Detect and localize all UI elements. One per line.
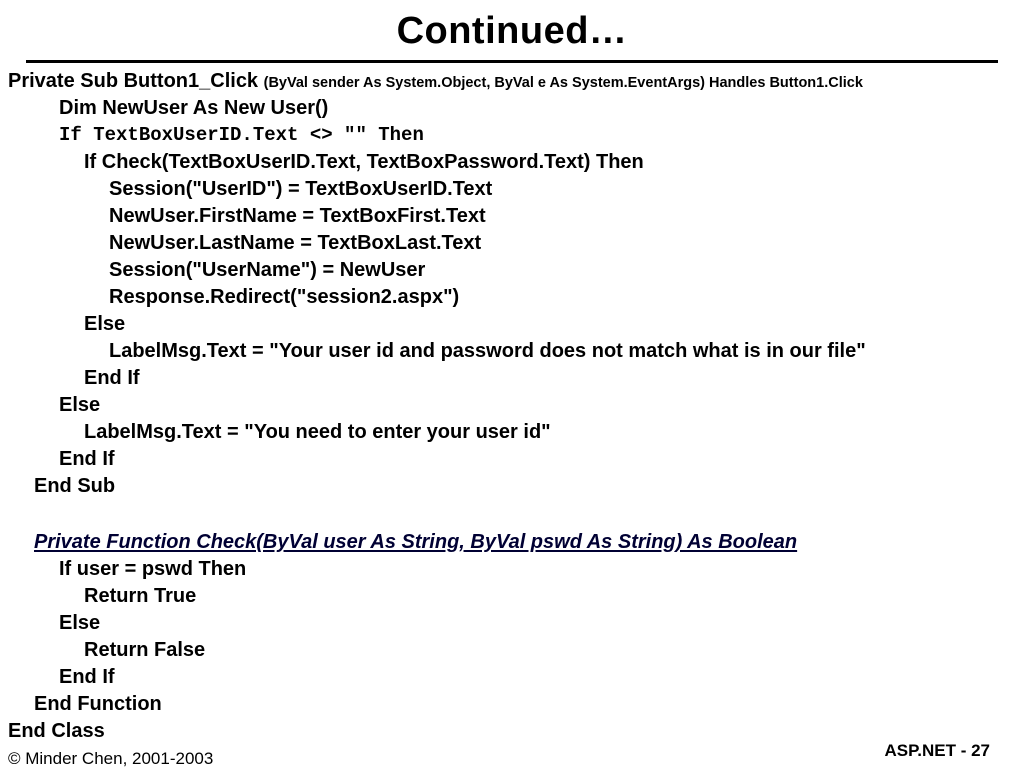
sub-header-main: Private Sub Button1_Click bbox=[8, 70, 264, 92]
code-line: NewUser.FirstName = TextBoxFirst.Text bbox=[109, 205, 486, 227]
code-line: If TextBoxUserID.Text <> "" Then bbox=[59, 124, 424, 146]
code-line: LabelMsg.Text = "Your user id and password does not match what is in our file" bbox=[109, 340, 866, 362]
code-line: Else bbox=[59, 612, 101, 634]
function-declaration: Private Function Check(ByVal user As String, ByVal pswd As String) As Boolean bbox=[34, 531, 798, 553]
code-line: If Check(TextBoxUserID.Text, TextBoxPassword.Text) Then bbox=[84, 151, 644, 173]
code-line: Dim NewUser As New User() bbox=[59, 97, 329, 119]
code-line: End Sub bbox=[34, 475, 116, 497]
code-line: End Function bbox=[34, 693, 162, 715]
copyright-notice: © Minder Chen, 2001-2003 bbox=[8, 749, 214, 768]
code-line: If user = pswd Then bbox=[59, 558, 247, 580]
code-line: End If bbox=[84, 367, 140, 389]
code-line: LabelMsg.Text = "You need to enter your user id" bbox=[84, 421, 551, 443]
code-line: Else bbox=[84, 313, 126, 335]
code-line: Return False bbox=[84, 639, 206, 661]
code-line: Session("UserName") = NewUser bbox=[109, 259, 426, 281]
code-line: End If bbox=[59, 666, 115, 688]
title-divider bbox=[26, 60, 998, 63]
code-line-sub-header bbox=[8, 68, 863, 97]
code-line: Response.Redirect("session2.aspx") bbox=[109, 286, 460, 308]
code-line: Session("UserID") = TextBoxUserID.Text bbox=[109, 178, 493, 200]
code-line: Return True bbox=[84, 585, 197, 607]
code-line: End Class bbox=[8, 720, 105, 742]
code-line: NewUser.LastName = TextBoxLast.Text bbox=[109, 232, 482, 254]
code-line: End If bbox=[59, 448, 115, 470]
code-line: Else bbox=[59, 394, 101, 416]
slide-title: Continued… bbox=[396, 10, 628, 52]
sub-header-params: (ByVal sender As System.Object, ByVal e As System.EventArgs) Handles Button1.Click bbox=[263, 75, 863, 91]
page-number: ASP.NET - 27 bbox=[884, 741, 990, 760]
